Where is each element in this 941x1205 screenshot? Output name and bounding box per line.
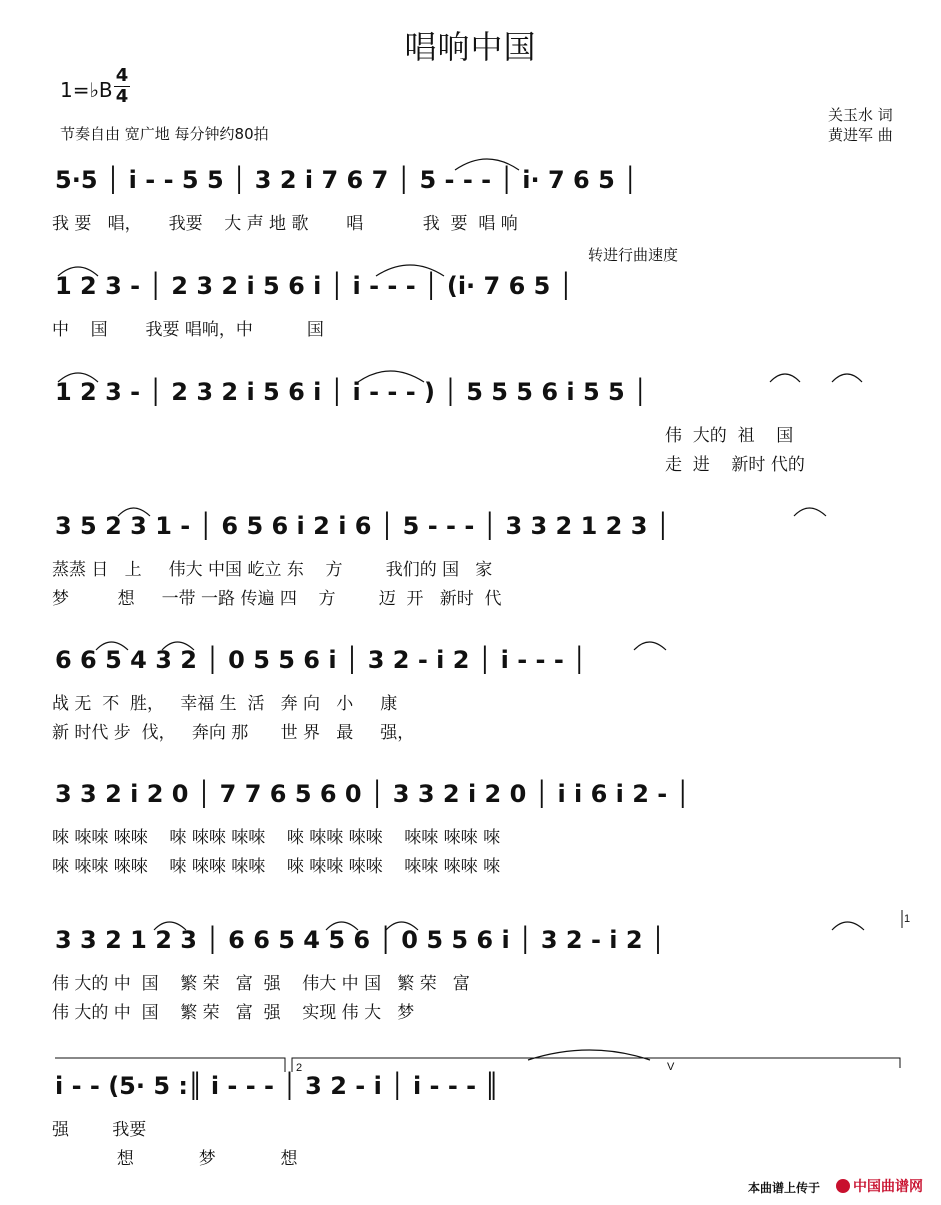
slur-mark bbox=[794, 508, 826, 516]
volta-second-line bbox=[292, 1058, 900, 1072]
footer-upload-note: 本曲谱上传于 bbox=[748, 1181, 821, 1195]
volta-second-number: 2 bbox=[296, 1062, 303, 1074]
notation-line-7: 3 3 2 1 2 3 │ 6 6 5 4 5 6 │ 0 5 5 6 i │ 3 2 - i 2 │ bbox=[55, 926, 666, 954]
notation-line-2: 1 2 3 - │ 2 3 2 i 5 6 i │ i - - - │ (i· 7 6 5 │ bbox=[55, 272, 574, 300]
lyric-line-4-1: 蒸蒸 日 上 伟大 中国 屹立 东 方 我们的 国 家 bbox=[52, 560, 493, 580]
lyric-line-6-1: 唻 唻唻 唻唻 唻 唻唻 唻唻 唻 唻唻 唻唻 唻唻 唻唻 唻 bbox=[52, 828, 501, 848]
page-title: 唱响中国 bbox=[404, 28, 537, 66]
tempo-change-marking: 转进行曲速度 bbox=[588, 246, 679, 264]
notation-line-3: 1 2 3 - │ 2 3 2 i 5 6 i │ i - - - ) │ 5 5 5 6 i 5 5 │ bbox=[55, 378, 648, 406]
notation-line-8: i - - (5· 5 :║ i - - - │ 3 2 - i │ i - - - ║ bbox=[55, 1072, 499, 1100]
notation-line-6: 3 3 2 i 2 0 │ 7 7 6 5 6 0 │ 3 3 2 i 2 0 │ i i 6 i 2 - │ bbox=[55, 780, 691, 808]
slur-mark bbox=[326, 922, 358, 930]
breath-mark: V bbox=[667, 1061, 675, 1073]
slur-mark bbox=[386, 922, 418, 930]
lyric-line-3-1: 伟 大的 祖 国 bbox=[665, 426, 794, 446]
time-signature-bottom: 4 bbox=[115, 86, 129, 107]
lyric-line-8-1: 强 我要 bbox=[52, 1120, 147, 1140]
slur-mark bbox=[832, 922, 864, 930]
lyric-line-6-2: 唻 唻唻 唻唻 唻 唻唻 唻唻 唻 唻唻 唻唻 唻唻 唻唻 唻 bbox=[52, 857, 501, 877]
slur-mark bbox=[58, 267, 98, 276]
composer-credit: 黄进军 曲 bbox=[828, 126, 893, 144]
lyric-line-8-2: 想 梦 想 bbox=[52, 1149, 298, 1169]
site-logo bbox=[836, 1176, 932, 1196]
slur-mark bbox=[58, 373, 98, 382]
key-signature: 1=♭B bbox=[60, 78, 113, 102]
lyric-line-5-2: 新 时代 步 伐， 奔向 那 世 界 最 强， bbox=[52, 723, 415, 743]
lyric-line-2-1: 中 国 我要 唱响，中 国 bbox=[52, 320, 324, 340]
slur-mark bbox=[358, 371, 424, 382]
slur-mark bbox=[118, 508, 150, 516]
notation-line-5: 6 6 5 4 3 2 │ 0 5 5 6 i │ 3 2 - i 2 │ i - - - │ bbox=[55, 646, 587, 674]
lyric-line-4-2: 梦 想 一带 一路 传遍 四 方 迈 开 新时 代 bbox=[52, 589, 502, 609]
slur-mark bbox=[162, 642, 194, 650]
logo-text: 中国曲谱网 bbox=[853, 1179, 923, 1195]
slur-mark bbox=[96, 642, 128, 650]
lyric-line-5-1: 战 无 不 胜， 幸福 生 活 奔 向 小 康 bbox=[52, 694, 398, 714]
logo-icon bbox=[836, 1179, 850, 1193]
slur-mark bbox=[634, 642, 666, 650]
slur-mark bbox=[832, 374, 862, 382]
time-signature-top: 4 bbox=[115, 65, 129, 86]
notation-line-1: 5·5 │ i - - 5 5 │ 3 2 i 7 6 7 │ 5 - - - │ i· 7 6 5 │ bbox=[55, 166, 638, 194]
lyricist-credit: 关玉水 词 bbox=[828, 106, 893, 124]
lyric-line-3-2: 走 进 新时 代的 bbox=[665, 455, 805, 475]
slur-mark bbox=[455, 159, 519, 170]
lyric-line-1-1: 我 要 唱， 我要 大 声 地 歌 唱 我 要 唱 响 bbox=[52, 214, 518, 234]
lyric-line-7-2: 伟 大的 中 国 繁 荣 富 强 实现 伟 大 梦 bbox=[52, 1003, 415, 1023]
notation-line-4: 3 5 2 3 1 - │ 6 5 6 i 2 i 6 │ 5 - - - │ 3 3 2 1 2 3 │ bbox=[55, 512, 671, 540]
volta-first-line bbox=[55, 1058, 285, 1072]
slur-mark bbox=[154, 922, 186, 930]
tempo-marking: 节奏自由 宽广地 每分钟约80拍 bbox=[60, 125, 269, 143]
volta-first-number: 1 bbox=[904, 913, 911, 925]
lyric-line-7-1: 伟 大的 中 国 繁 荣 富 强 伟大 中 国 繁 荣 富 bbox=[52, 974, 470, 994]
slur-mark bbox=[376, 265, 444, 276]
slur-mark bbox=[770, 374, 800, 382]
